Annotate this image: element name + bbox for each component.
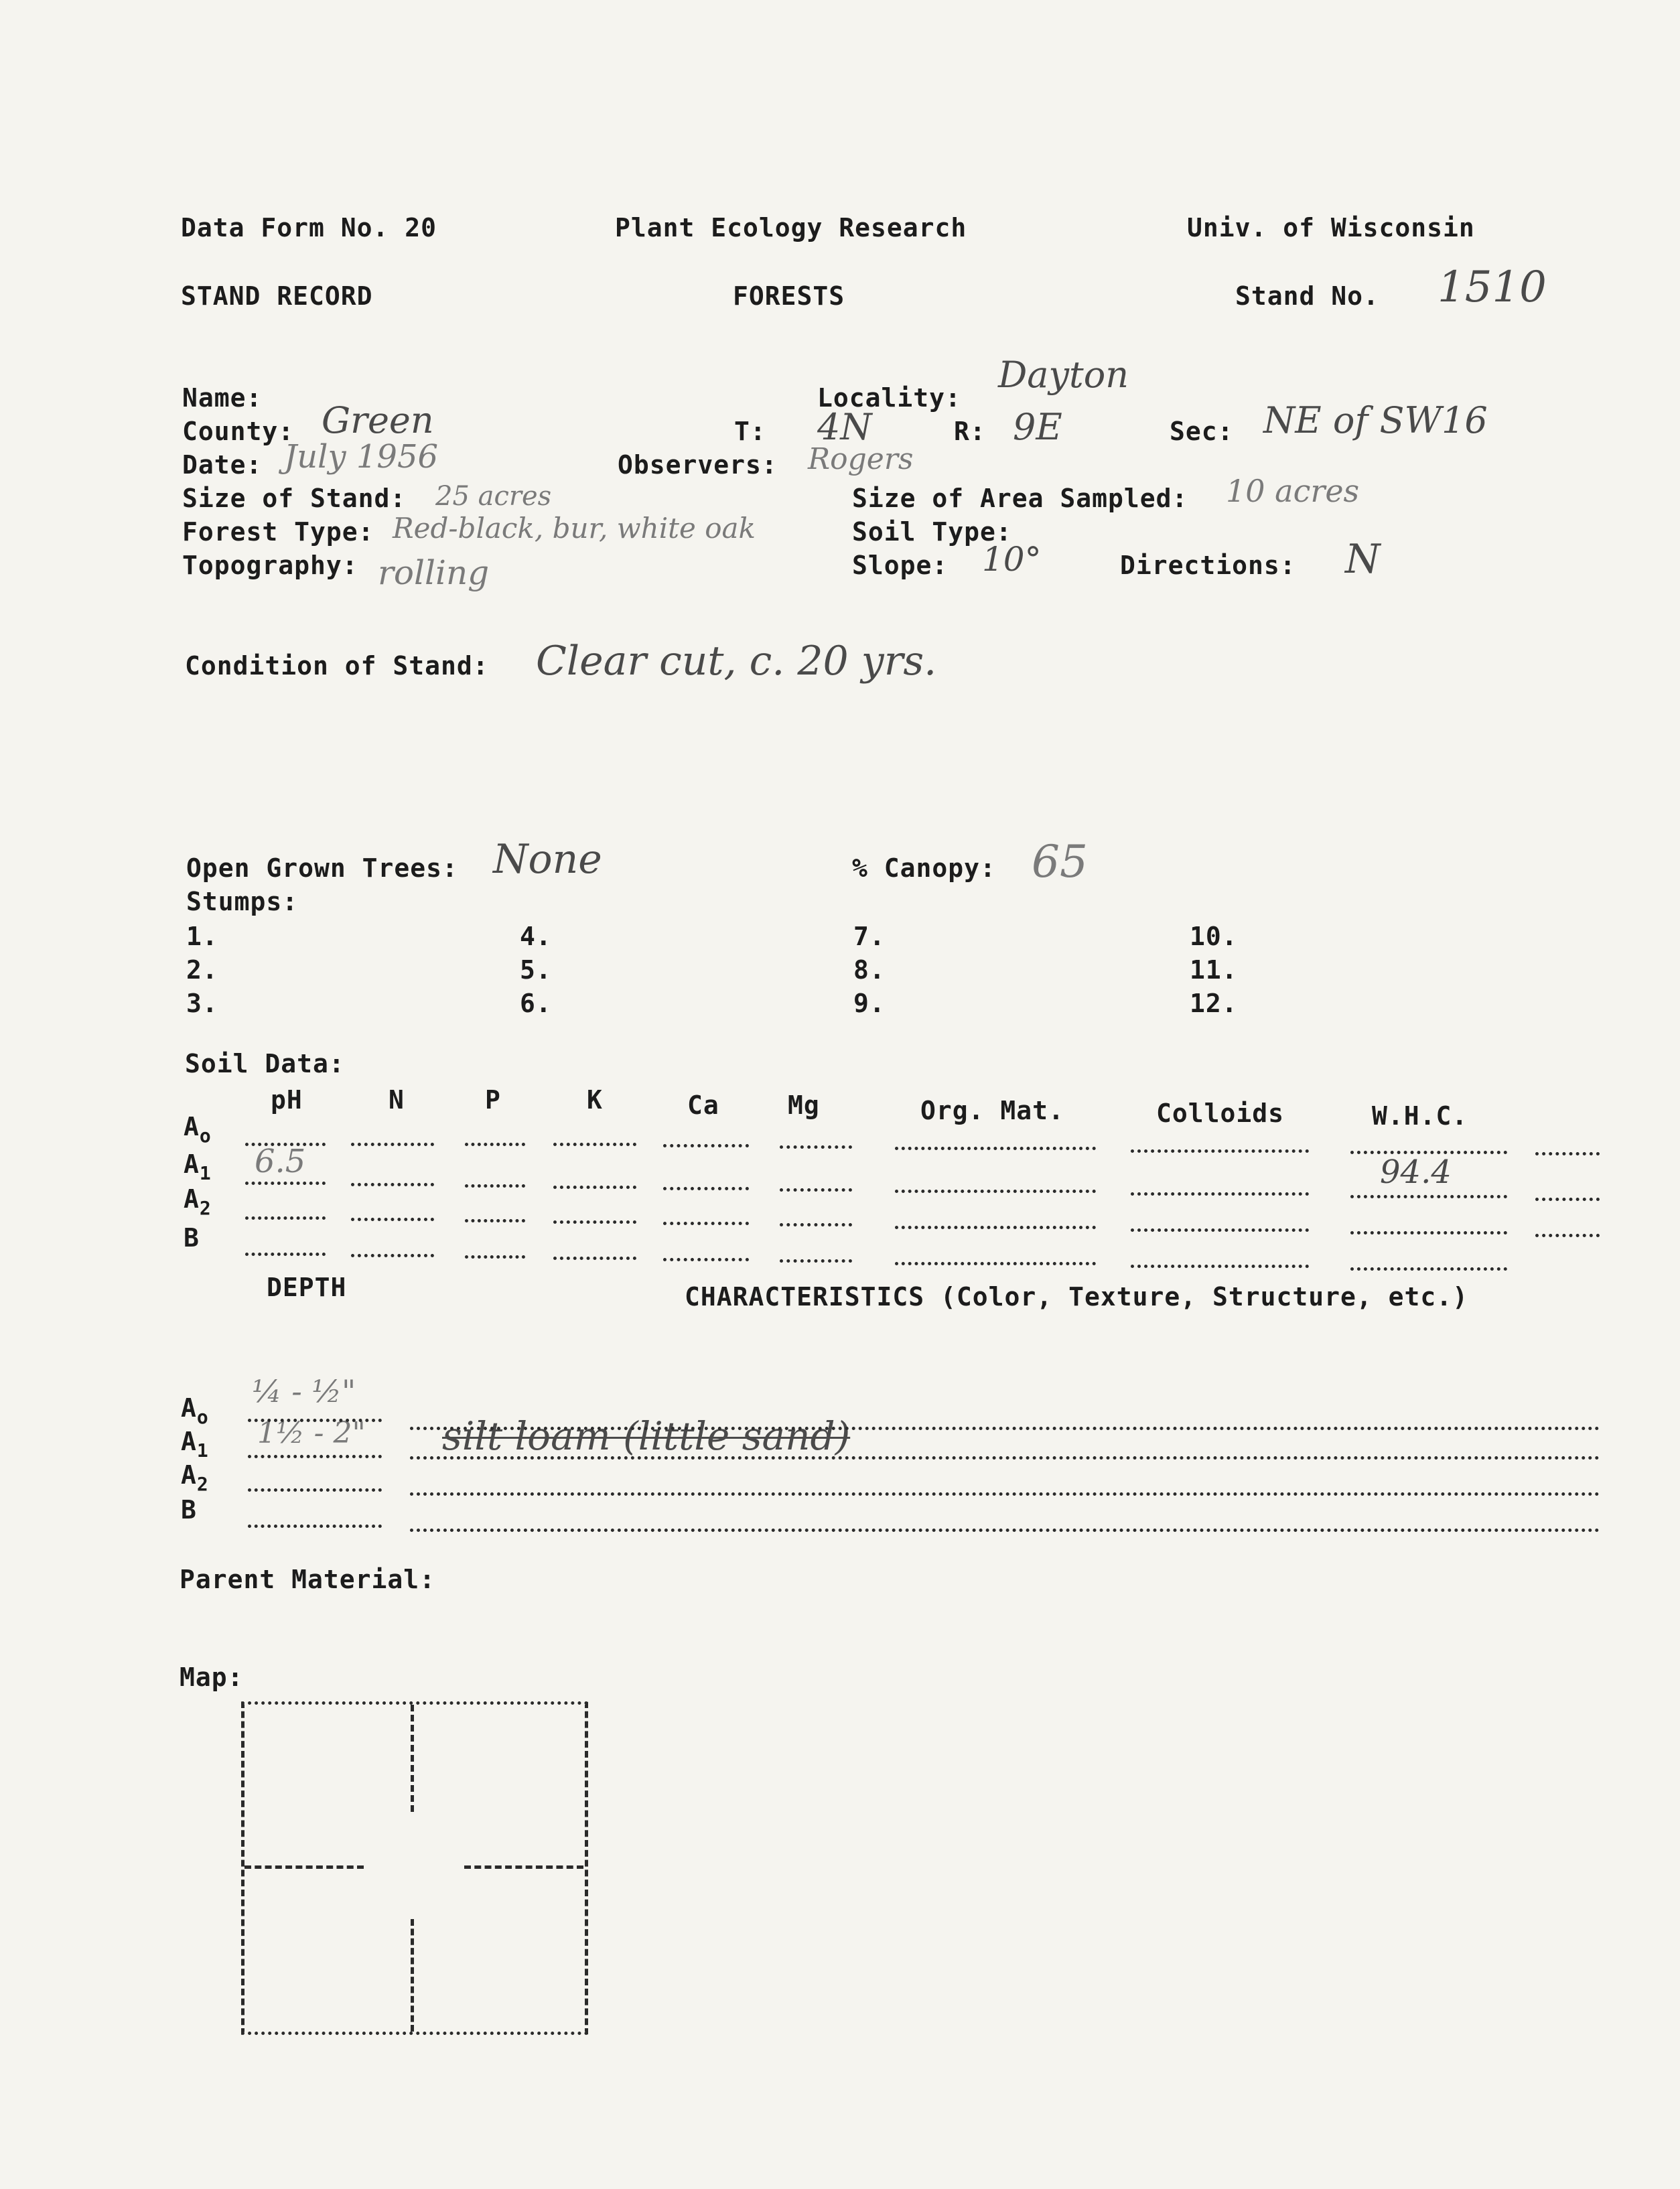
stump-8: 8. xyxy=(853,955,886,985)
row-a2: $A_2$ xyxy=(184,1184,212,1219)
stand-number-label: Stand No. xyxy=(1235,281,1379,311)
row-b: B xyxy=(184,1223,200,1253)
stump-9: 9. xyxy=(853,989,886,1018)
record-type: STAND RECORD xyxy=(181,281,373,311)
condition-label: Condition of Stand: xyxy=(185,651,489,681)
slope-value: 10° xyxy=(982,540,1042,579)
canopy-value: 65 xyxy=(1032,836,1088,888)
form-number: Data Form No. 20 xyxy=(181,213,437,242)
map-divider xyxy=(244,1865,364,1869)
col-whc: W.H.C. xyxy=(1372,1101,1468,1131)
size-of-area-label: Size of Area Sampled: xyxy=(852,484,1188,513)
depth-label: DEPTH xyxy=(267,1273,347,1302)
directions-value: N xyxy=(1345,536,1381,583)
stump-12: 12. xyxy=(1190,989,1238,1018)
stump-11: 11. xyxy=(1190,955,1238,985)
township-value: 4N xyxy=(817,406,872,448)
name-label: Name: xyxy=(182,383,263,413)
observers-label: Observers: xyxy=(618,450,778,480)
col-ph: pH xyxy=(271,1085,303,1115)
county-value: Green xyxy=(322,399,434,441)
section-label: Sec: xyxy=(1170,417,1234,446)
university: Univ. of Wisconsin xyxy=(1187,213,1475,242)
soil-data-title: Soil Data: xyxy=(185,1049,345,1078)
col-k: K xyxy=(587,1085,603,1115)
date-label: Date: xyxy=(182,450,263,480)
size-of-stand-value: 25 acres xyxy=(435,481,552,512)
map-label: Map: xyxy=(180,1663,244,1692)
stumps-label: Stumps: xyxy=(186,887,299,916)
condition-value: Clear cut, c. 20 yrs. xyxy=(536,638,937,685)
section-value: NE of SW16 xyxy=(1263,399,1488,441)
stump-7: 7. xyxy=(853,922,886,951)
col-colloids: Colloids xyxy=(1156,1099,1285,1128)
open-grown-value: None xyxy=(493,836,602,883)
topography-value: rolling xyxy=(378,553,490,592)
depth-row-a2: $A_2$ xyxy=(181,1460,209,1495)
forest-type-value: Red-black, bur, white oak xyxy=(393,512,756,545)
slope-label: Slope: xyxy=(852,551,949,580)
stump-10: 10. xyxy=(1190,922,1238,951)
map-divider xyxy=(411,1705,414,1812)
stump-5: 5. xyxy=(520,955,552,985)
locality-label: Locality: xyxy=(817,383,961,413)
stump-2: 2. xyxy=(186,955,218,985)
a1-depth-value: 1½ - 2" xyxy=(257,1416,366,1450)
stump-1: 1. xyxy=(186,922,218,951)
size-of-area-value: 10 acres xyxy=(1226,473,1360,509)
col-p: P xyxy=(485,1085,501,1115)
col-n: N xyxy=(389,1085,405,1115)
a1-ph-value: 6.5 xyxy=(255,1143,306,1180)
col-ca: Ca xyxy=(687,1090,719,1120)
stand-number-value: 1510 xyxy=(1438,263,1547,312)
a2-whc-value: 94.4 xyxy=(1380,1153,1452,1191)
characteristics-label: CHARACTERISTICS (Color, Texture, Structure, etc.) xyxy=(685,1282,1469,1312)
col-org-mat: Org. Mat. xyxy=(920,1096,1064,1125)
township-label: T: xyxy=(734,417,766,446)
col-mg: Mg xyxy=(788,1090,820,1120)
organization: Plant Ecology Research xyxy=(615,213,967,242)
forests-heading: FORESTS xyxy=(733,281,845,311)
forest-type-label: Forest Type: xyxy=(182,517,374,547)
row-a1: $A_1$ xyxy=(184,1149,212,1184)
directions-label: Directions: xyxy=(1120,551,1296,580)
map-box xyxy=(241,1701,588,2035)
soil-type-label: Soil Type: xyxy=(852,517,1012,547)
date-value: July 1956 xyxy=(284,438,439,476)
depth-row-b: B xyxy=(181,1495,197,1525)
row-a0: $A_o$ xyxy=(184,1112,212,1147)
a0-depth-value: ¼ - ½" xyxy=(252,1373,356,1409)
a1-characteristics-value: silt loam (little sand) xyxy=(442,1413,851,1459)
size-of-stand-label: Size of Stand: xyxy=(182,484,407,513)
range-value: 9E xyxy=(1013,406,1062,448)
range-label: R: xyxy=(954,417,986,446)
depth-row-a0: $A_o$ xyxy=(181,1393,209,1428)
map-divider xyxy=(411,1919,414,2032)
parent-material-label: Parent Material: xyxy=(180,1565,436,1594)
observers-value: Rogers xyxy=(808,442,914,476)
stump-4: 4. xyxy=(520,922,552,951)
topography-label: Topography: xyxy=(182,551,358,580)
canopy-label: % Canopy: xyxy=(852,853,996,883)
map-divider xyxy=(464,1865,583,1869)
stump-6: 6. xyxy=(520,989,552,1018)
county-label: County: xyxy=(182,417,295,446)
open-grown-label: Open Grown Trees: xyxy=(186,853,458,883)
locality-value: Dayton xyxy=(998,354,1129,396)
depth-row-a1: $A_1$ xyxy=(181,1427,209,1462)
stump-3: 3. xyxy=(186,989,218,1018)
